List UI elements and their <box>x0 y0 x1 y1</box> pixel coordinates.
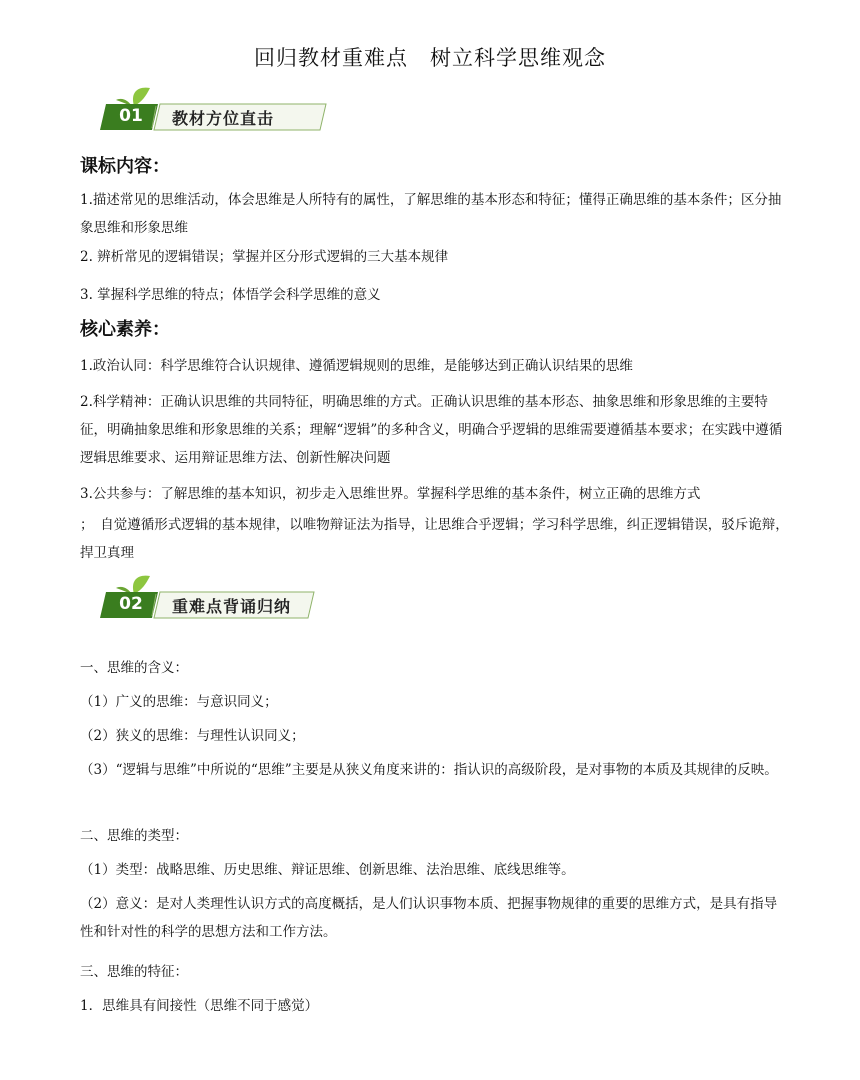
summary-line-1: 一、思维的含义： <box>80 660 188 676</box>
section-number: 02 <box>119 594 143 614</box>
summary-line-2: （1）广义的思维：与意识同义； <box>80 694 278 710</box>
literacy-heading: 核心素养： <box>80 319 170 340</box>
title-part-2: 树立科学思维观念 <box>430 46 606 70</box>
summary-line-7: （2）意义：是对人类理性认识方式的高度概括，是人们认识事物本质、把握事物规律的重要的思维方式，是具有指导性和针对性的科学的思想方法和工作方法。 <box>80 896 778 940</box>
literacy-item-1: 1.政治认同：科学思维符合认识规律、遵循逻辑规则的思维，是能够达到正确认识结果的思维 <box>80 358 633 374</box>
section-banner-01 <box>100 86 330 136</box>
curriculum-item-2: 2. 辨析常见的逻辑错误；掌握并区分形式逻辑的三大基本规律 <box>80 249 449 265</box>
summary-line-8: 三、思维的特征： <box>80 964 188 980</box>
curriculum-heading: 课标内容： <box>80 156 170 177</box>
curriculum-item-3: 3. 掌握科学思维的特点；体悟学会科学思维的意义 <box>80 287 381 303</box>
summary-line-6: （1）类型：战略思维、历史思维、辩证思维、创新思维、法治思维、底线思维等。 <box>80 862 575 878</box>
page-title <box>0 42 860 72</box>
section-label: 重难点背诵归纳 <box>172 597 292 616</box>
summary-line-9: 1．思维具有间接性（思维不同于感觉） <box>80 998 319 1014</box>
section-number: 01 <box>119 106 143 126</box>
summary-line-5: 二、思维的类型： <box>80 828 188 844</box>
title-part-1: 回归教材重难点 <box>254 46 408 70</box>
literacy-item-4: ； 自觉遵循形式逻辑的基本规律，以唯物辩证法为指导，让思维合乎逻辑；学习科学思维，纠正逻辑错误，驳斥诡辩，捍卫真理 <box>80 517 789 561</box>
literacy-item-2: 2.科学精神：正确认识思维的共同特征，明确思维的方式。正确认识思维的基本形态、抽象思维和形象思维的主要特征，明确抽象思维和形象思维的关系；理解“逻辑”的多种含义，明确合乎逻辑的思维需要遵循基本要求；在实践中遵循逻辑思维要求、运用辩证思维方法、创新性解决问题 <box>80 394 783 466</box>
curriculum-item-1: 1.描述常见的思维活动，体会思维是人所特有的属性，了解思维的基本形态和特征；懂得正确思维的基本条件；区分抽象思维和形象思维 <box>80 192 782 236</box>
section-banner-02 <box>100 574 320 624</box>
section-label: 教材方位直击 <box>172 109 275 128</box>
summary-line-3: （2）狭义的思维：与理性认识同义； <box>80 728 305 744</box>
summary-line-4: （3）“逻辑与思维”中所说的“思维”主要是从狭义角度来讲的：指认识的高级阶段，是对事物的本质及其规律的反映。 <box>80 762 778 778</box>
literacy-item-3: 3.公共参与：了解思维的基本知识，初步走入思维世界。掌握科学思维的基本条件，树立正确的思维方式 <box>80 486 701 502</box>
